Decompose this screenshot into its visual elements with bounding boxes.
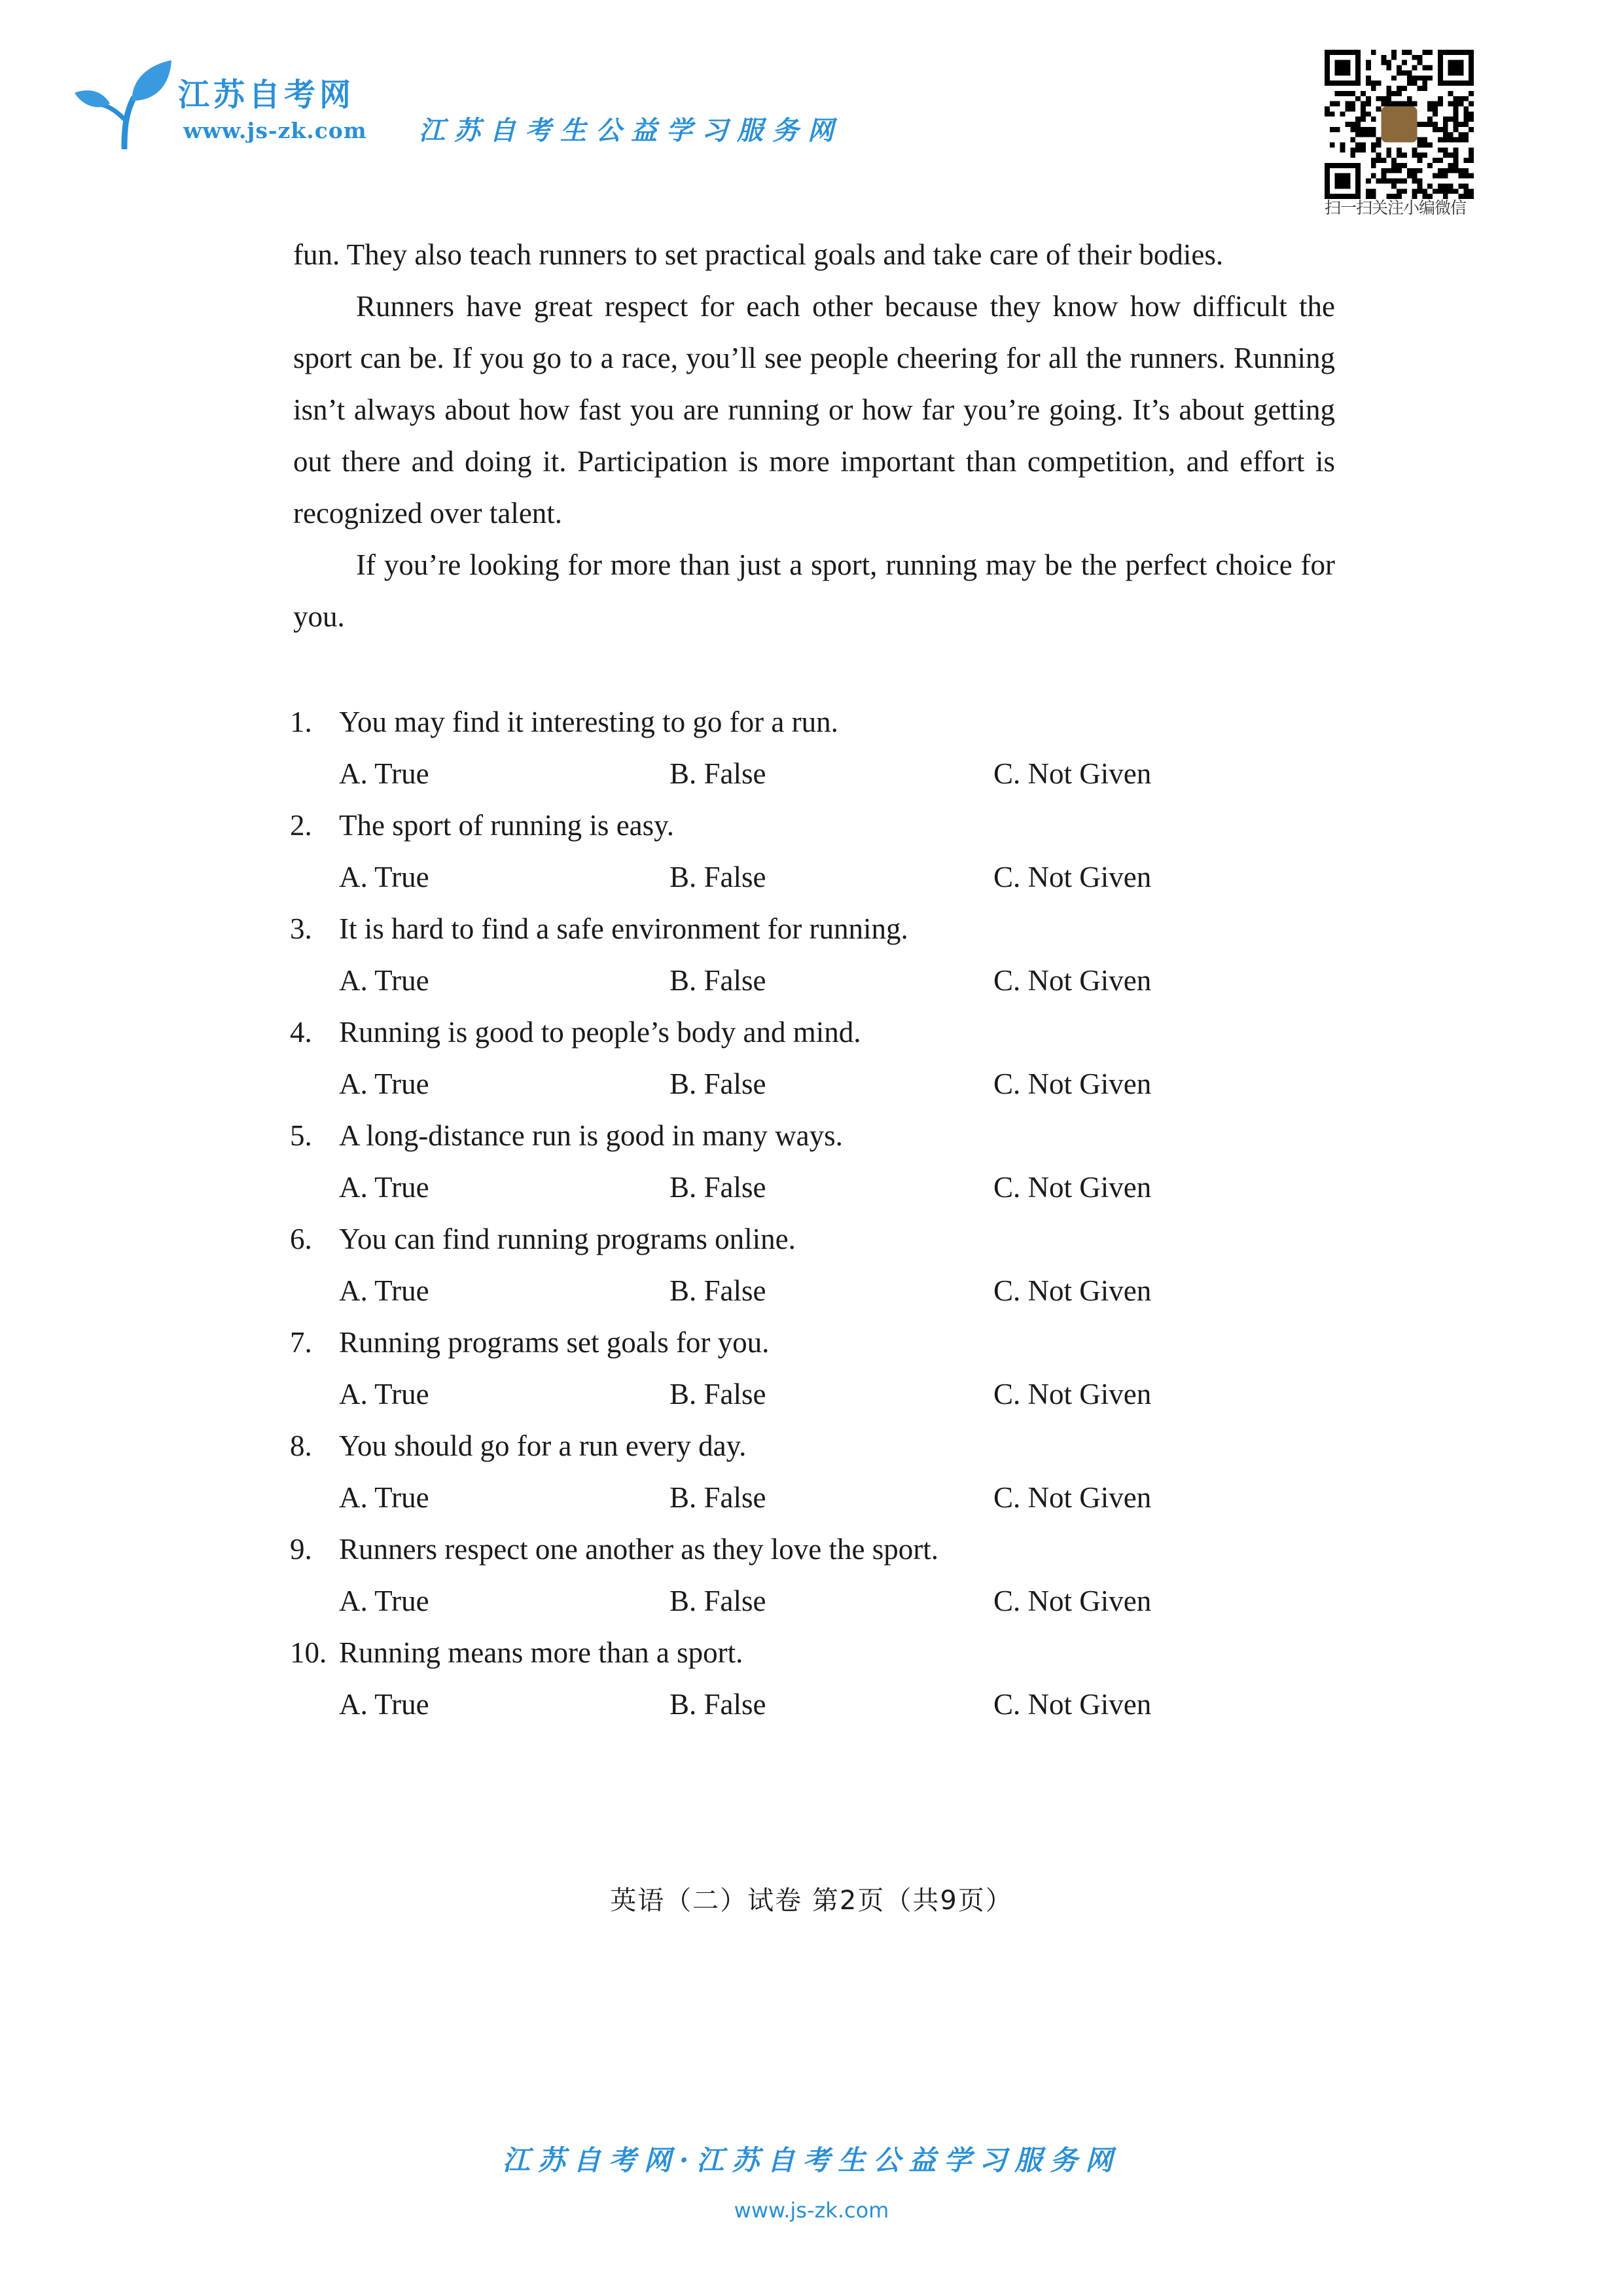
answer-option-c[interactable]: C. Not Given [993,1585,1152,1617]
wechat-qr-block [1325,50,1482,220]
qr-caption: 扫一扫关注小编微信 [1325,198,1467,217]
question-item [290,1627,1337,1731]
question-stem [290,1213,1337,1265]
answer-option-b[interactable]: B. False [669,861,766,893]
answer-option-a[interactable]: A. True [339,1585,429,1617]
answer-option-c[interactable]: C. Not Given [993,1274,1152,1307]
answer-options [290,1472,1337,1524]
question-stem [290,696,1337,748]
answer-option-b[interactable]: B. False [669,1067,766,1100]
question-text: It is hard to find a safe environment for running. [339,912,908,945]
logo-url[interactable]: www.js-zk.com [183,118,367,143]
answer-option-a[interactable]: A. True [339,1067,429,1100]
question-item [290,800,1337,903]
answer-option-b[interactable]: B. False [669,1688,766,1721]
question-stem [290,1627,1337,1679]
answer-option-c[interactable]: C. Not Given [993,1481,1152,1514]
question-text: The sport of running is easy. [339,809,674,842]
answer-option-c[interactable]: C. Not Given [993,1378,1152,1410]
answer-option-b[interactable]: B. False [669,1481,766,1514]
question-number: 8. [290,1429,312,1462]
answer-options [290,852,1337,903]
answer-option-c[interactable]: C. Not Given [993,964,1152,997]
question-item [290,1524,1337,1627]
question-item [290,1317,1337,1420]
answer-option-c[interactable]: C. Not Given [993,1171,1152,1204]
question-text: You can find running programs online. [339,1223,796,1255]
answer-option-a[interactable]: A. True [339,1171,429,1204]
question-item [290,1420,1337,1524]
site-logo[interactable] [73,58,414,156]
question-item [290,1213,1337,1317]
answer-option-a[interactable]: A. True [339,861,429,893]
question-text: A long-distance run is good in many ways. [339,1119,843,1152]
question-item [290,1007,1337,1110]
passage-paragraph: Runners have great respect for each other because they know how difficult the sport can be. If you go to a race, you’ll see people cheering for all the runners. Running isn’t always about how fast you are running or how far you’re going. It’s about getting out there and doing it. Participation is more important than competition, and effort is recognized over talent. [293,290,1335,529]
answer-option-b[interactable]: B. False [669,964,766,997]
passage-paragraph: fun. They also teach runners to set practical goals and take care of their bodies. [293,238,1224,271]
answer-option-a[interactable]: A. True [339,757,429,790]
sprout-icon [73,58,171,149]
question-item [290,1110,1337,1213]
question-stem [290,1317,1337,1369]
logo-title: 江苏自考网 [178,77,355,113]
answer-option-b[interactable]: B. False [669,757,766,790]
answer-option-a[interactable]: A. True [339,1378,429,1410]
question-stem [290,1007,1337,1058]
question-number: 10. [290,1636,327,1669]
answer-option-b[interactable]: B. False [669,1274,766,1307]
question-number: 3. [290,912,312,945]
answer-option-b[interactable]: B. False [669,1585,766,1617]
footer-brand: 江苏自考网·江苏自考生公益学习服务网 [502,2144,1121,2176]
question-number: 1. [290,706,312,738]
answer-option-a[interactable]: A. True [339,1688,429,1721]
question-text: Runners respect one another as they love the sport. [339,1533,938,1566]
question-number: 7. [290,1326,312,1359]
question-number: 2. [290,809,312,842]
question-item [290,903,1337,1007]
answer-options [290,748,1337,800]
answer-option-a[interactable]: A. True [339,964,429,997]
answer-option-c[interactable]: C. Not Given [993,1067,1152,1100]
question-stem [290,1110,1337,1162]
question-stem [290,903,1337,955]
question-text: Running means more than a sport. [339,1636,743,1669]
answer-options [290,1265,1337,1317]
question-number: 9. [290,1533,312,1566]
question-number: 4. [290,1016,312,1049]
question-number: 6. [290,1223,312,1255]
answer-option-c[interactable]: C. Not Given [993,757,1152,790]
reading-passage [293,229,1335,643]
question-stem [290,1420,1337,1472]
answer-option-b[interactable]: B. False [669,1378,766,1410]
answer-option-a[interactable]: A. True [339,1274,429,1307]
question-item [290,696,1337,800]
question-text: You should go for a run every day. [339,1429,747,1462]
page-number-label: 英语（二）试卷 第2页（共9页） [610,1886,1013,1916]
footer-url[interactable]: www.js-zk.com [734,2198,889,2223]
answer-option-c[interactable]: C. Not Given [993,861,1152,893]
answer-option-c[interactable]: C. Not Given [993,1688,1152,1721]
question-stem [290,800,1337,852]
answer-option-a[interactable]: A. True [339,1481,429,1514]
answer-options [290,1679,1337,1731]
answer-options [290,1058,1337,1110]
answer-options [290,1369,1337,1420]
question-text: You may find it interesting to go for a run. [339,706,838,738]
answer-option-b[interactable]: B. False [669,1171,766,1204]
question-number: 5. [290,1119,312,1152]
header-slogan: 江苏自考生公益学习服务网 [419,115,843,146]
question-list [290,696,1337,1731]
answer-options [290,955,1337,1007]
qr-code-icon [1325,50,1474,199]
passage-paragraph: If you’re looking for more than just a sport, running may be the perfect choice for you. [293,548,1335,633]
question-stem [290,1524,1337,1575]
question-text: Running programs set goals for you. [339,1326,770,1359]
answer-options [290,1162,1337,1213]
answer-options [290,1575,1337,1627]
question-text: Running is good to people’s body and mind. [339,1016,861,1049]
